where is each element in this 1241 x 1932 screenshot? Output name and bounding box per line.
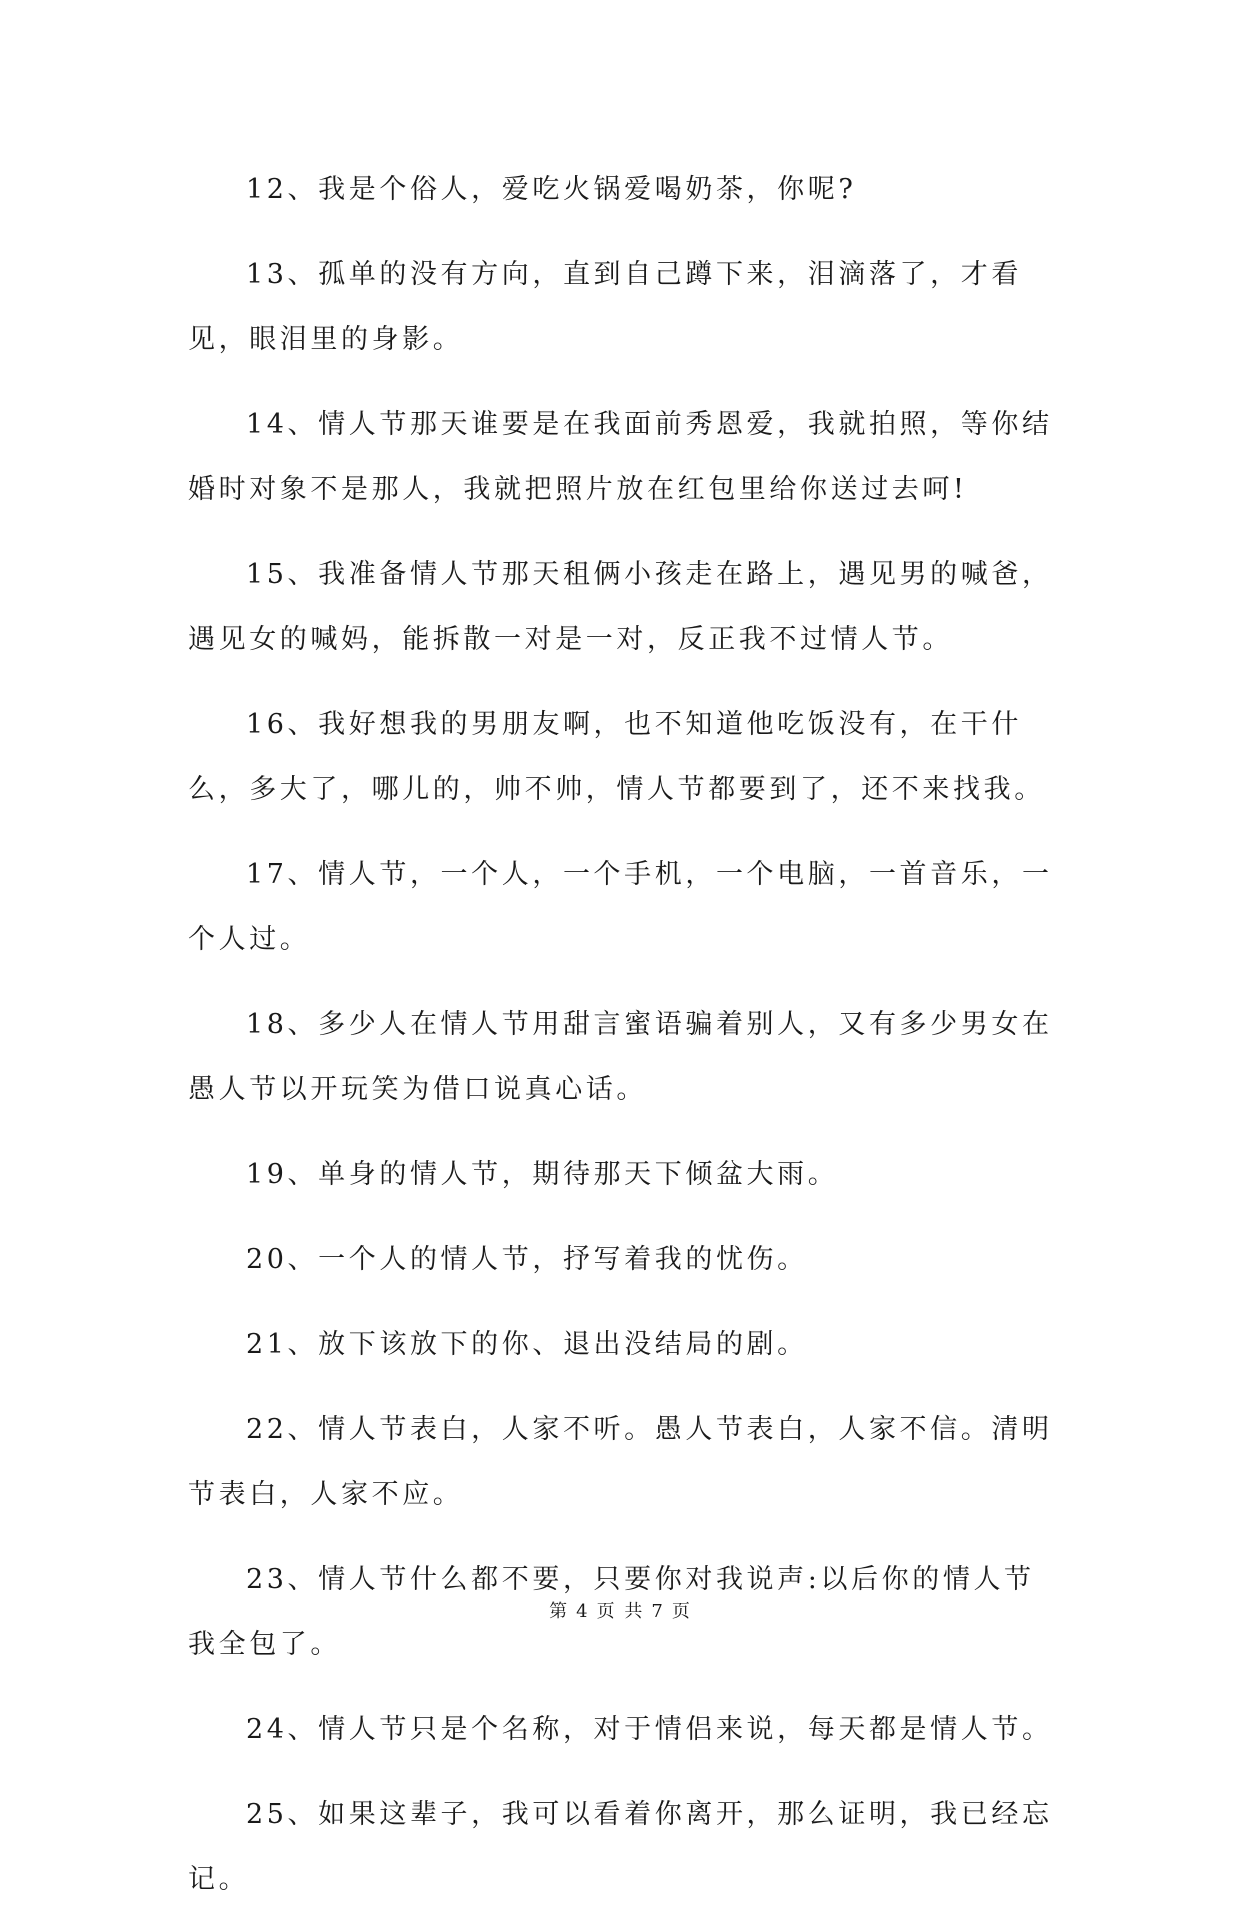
paragraph-17: 17、情人节，一个人，一个手机，一个电脑，一首音乐，一个人过。 [188,859,1053,955]
footer-current-page: 4 [576,1601,590,1622]
paragraph-18: 18、多少人在情人节用甜言蜜语骗着别人，又有多少男女在愚人节以开玩笑为借口说真心话。 [188,1009,1053,1105]
page-footer [0,1597,1241,1623]
document-body [188,157,1054,1932]
footer-total-pages: 7 [651,1601,665,1622]
paragraph-19: 19、单身的情人节，期待那天下倾盆大雨。 [246,1159,839,1190]
paragraph-20: 20、一个人的情人节，抒写着我的忧伤。 [246,1244,808,1275]
paragraph-22: 22、情人节表白，人家不听。愚人节表白，人家不信。清明节表白，人家不应。 [188,1414,1053,1510]
paragraph-24: 24、情人节只是个名称，对于情侣来说，每天都是情人节。 [246,1714,1053,1745]
footer-middle: 页 共 [596,1601,645,1622]
paragraph-25: 25、如果这辈子，我可以看着你离开，那么证明，我已经忘记。 [188,1799,1053,1895]
footer-suffix: 页 [671,1601,692,1622]
paragraph-13: 13、孤单的没有方向，直到自己蹲下来，泪滴落了，才看见，眼泪里的身影。 [188,259,1022,355]
paragraph-16: 16、我好想我的男朋友啊，也不知道他吃饭没有，在干什么，多大了，哪儿的，帅不帅，情人节都要到了，还不来找我。 [188,709,1045,805]
paragraph-14: 14、情人节那天谁要是在我面前秀恩爱，我就拍照，等你结婚时对象不是那人，我就把照片放在红包里给你送过去呵! [188,409,1053,505]
paragraph-21: 21、放下该放下的你、退出没结局的剧。 [246,1329,808,1360]
footer-prefix: 第 [549,1601,570,1622]
paragraph-12: 12、我是个俗人，爱吃火锅爱喝奶茶，你呢? [246,174,857,205]
paragraph-15: 15、我准备情人节那天租俩小孩走在路上，遇见男的喊爸，遇见女的喊妈，能拆散一对是一对，反正我不过情人节。 [188,559,1053,655]
paragraph-23: 23、情人节什么都不要，只要你对我说声:以后你的情人节我全包了。 [188,1564,1035,1660]
